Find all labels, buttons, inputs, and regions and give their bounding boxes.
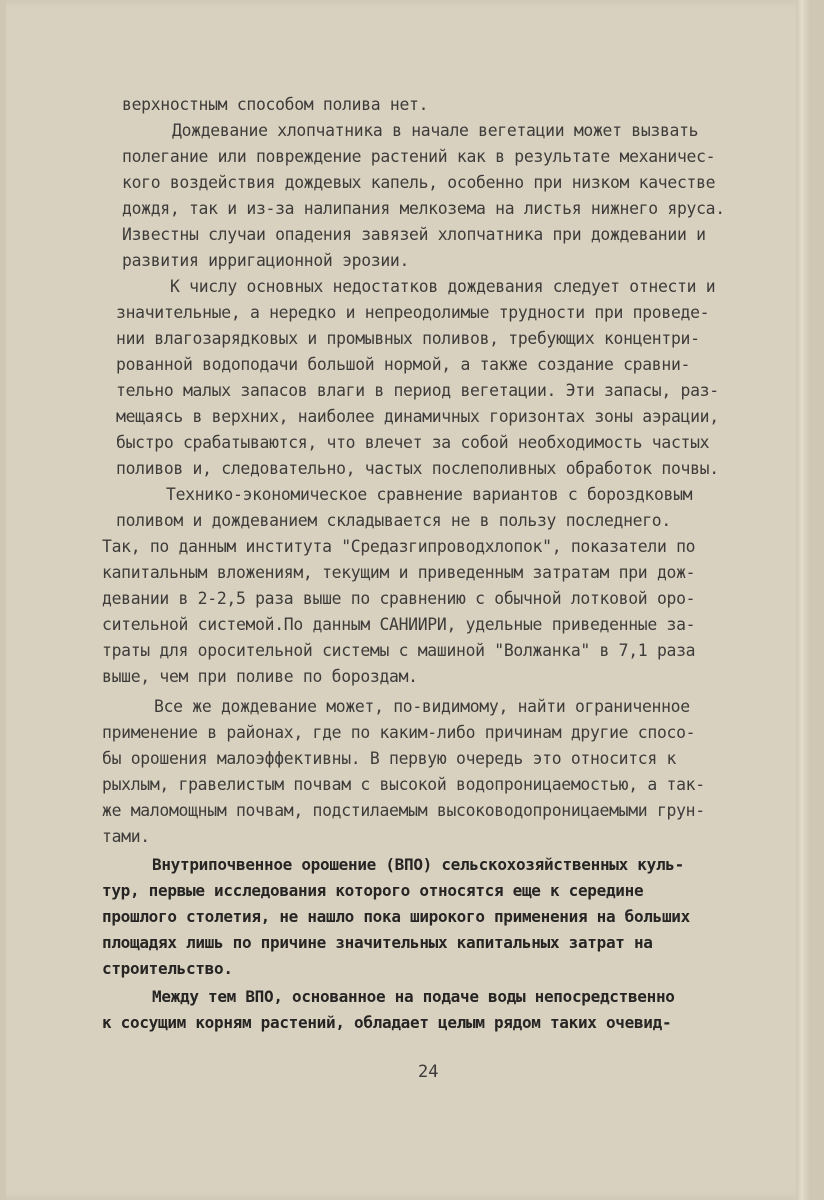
- text-line: значительные, а нередко и непреодолимые трудности при проведе-: [116, 303, 710, 322]
- text-line: площадях лишь по причине значительных капитальных затрат на: [102, 933, 653, 952]
- text-line: поливов и, следовательно, частых послеполивных обработок почвы.: [116, 459, 719, 478]
- text-line: Известны случаи опадения завязей хлопчатника при дождевании и: [122, 225, 706, 244]
- text-line: Дождевание хлопчатника в начале вегетации может вызвать: [172, 121, 699, 140]
- text-line: Все же дождевание может, по-видимому, найти ограниченное: [154, 697, 690, 716]
- text-line: развития ирригационной эрозии.: [122, 251, 410, 270]
- text-line: полегание или повреждение растений как в результате механичес-: [122, 147, 716, 166]
- text-line: нии влагозарядковых и промывных поливов, требующих концентри-: [116, 329, 700, 348]
- text-line: применение в районах, где по каким-либо причинам другие спосо-: [102, 723, 696, 742]
- text-line: девании в 2-2,5 раза выше по сравнению с обычной лотковой оро-: [102, 589, 696, 608]
- text-line: рованной водоподачи большой нормой, а также создание сравни-: [116, 355, 691, 374]
- text-line: капитальным вложениям, текущим и приведенным затратам при дож-: [102, 563, 696, 582]
- page-number: 24: [418, 1062, 439, 1082]
- text-line: бы орошения малоэффективны. В первую очередь это относится к: [102, 749, 677, 768]
- text-line: быстро срабатываются, что влечет за собой необходимость частых: [116, 433, 710, 452]
- text-line: же маломощным почвам, подстилаемым высоководопроницаемыми грун-: [102, 801, 705, 820]
- text-line: сительной системой.По данным САНИИРИ, удельные приведенные за-: [102, 615, 696, 634]
- page-edge: [796, 0, 810, 1200]
- text-line: Так, по данным института "Средазгипроводхлопок", показатели по: [102, 537, 696, 556]
- text-line: мещаясь в верхних, наиболее динамичных горизонтах зоны аэрации,: [116, 407, 719, 426]
- text-line: верхностным способом полива нет.: [122, 95, 429, 114]
- text-line: рыхлым, гравелистым почвам с высокой водопроницаемостью, а так-: [102, 775, 705, 794]
- text-line: Технико-экономическое сравнение вариантов с бороздковым: [166, 485, 693, 504]
- text-line: траты для оросительной системы с машиной "Волжанка" в 7,1 раза: [102, 641, 696, 660]
- text-line: строительство.: [102, 959, 233, 978]
- text-line: Между тем ВПО, основанное на подаче воды непосредственно: [152, 987, 675, 1006]
- text-line: К числу основных недостатков дождевания следует отнести и: [170, 277, 716, 296]
- text-line: тур, первые исследования которого относятся еще к середине: [102, 881, 644, 900]
- text-line: выше, чем при поливе по бороздам.: [102, 667, 418, 686]
- text-line: к сосущим корням растений, обладает целым рядом таких очевид-: [102, 1013, 672, 1032]
- text-line: кого воздействия дождевых капель, особенно при низком качестве: [122, 173, 716, 192]
- document-page: [6, 0, 810, 1200]
- text-line: Внутрипочвенное орошение (ВПО) сельскохозяйственных куль-: [152, 855, 684, 874]
- text-line: тами.: [102, 827, 150, 846]
- text-line: тельно малых запасов влаги в период вегетации. Эти запасы, раз-: [116, 381, 719, 400]
- text-line: поливом и дождеванием складывается не в пользу последнего.: [116, 511, 671, 530]
- text-line: прошлого столетия, не нашло пока широкого применения на больших: [102, 907, 690, 926]
- text-line: дождя, так и из-за налипания мелкозема на листья нижнего яруса.: [122, 199, 725, 218]
